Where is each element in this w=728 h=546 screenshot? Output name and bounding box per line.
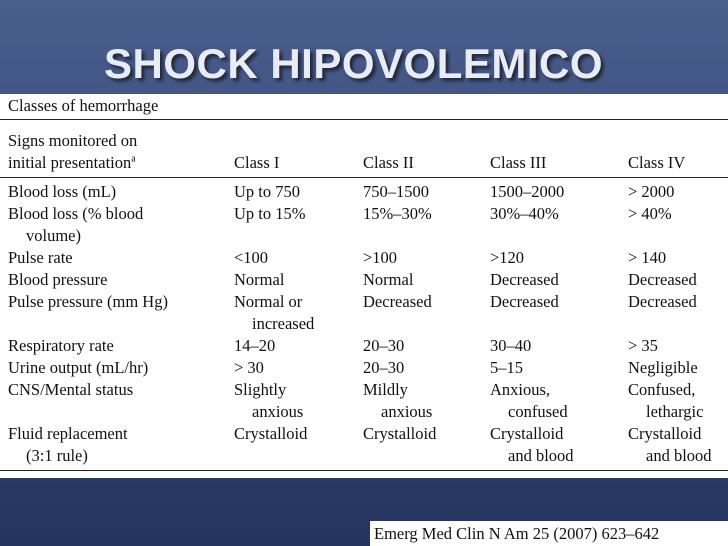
table-cell	[628, 291, 697, 313]
cell-line: Normal or	[234, 292, 303, 311]
cell-line: > 30	[234, 358, 264, 377]
cell-line: 30%–40%	[490, 204, 559, 223]
cell-line: 30–40	[490, 336, 532, 355]
cell-line: Decreased	[628, 292, 697, 311]
cell-line: Up to 15%	[234, 204, 306, 223]
table-cell	[490, 181, 564, 203]
table-cell	[363, 379, 432, 423]
row-label	[8, 379, 133, 401]
cell-line: 15%–30%	[363, 204, 432, 223]
header-footnote-marker: a	[131, 153, 136, 165]
cell-line: Crystalloid	[628, 424, 702, 443]
header-rule	[0, 177, 728, 178]
table-bottom-rule	[0, 470, 728, 471]
table-cell	[628, 203, 672, 225]
cell-line: Crystalloid	[490, 424, 564, 443]
table-cell	[628, 269, 697, 291]
table-cell	[490, 203, 559, 225]
cell-line: 20–30	[363, 336, 405, 355]
cell-line: Blood loss (mL)	[8, 182, 117, 201]
row-label	[8, 335, 114, 357]
table-cell	[234, 291, 314, 335]
cell-line: Confused,	[628, 380, 696, 399]
source-citation: Emerg Med Clin N Am 25 (2007) 623–642	[370, 521, 728, 546]
cell-line: Mildly	[363, 380, 408, 399]
header-class-2: Class II	[363, 153, 414, 172]
cell-continuation: volume)	[26, 226, 81, 245]
table-cell	[628, 423, 712, 467]
table-cell	[490, 423, 574, 467]
cell-line: Blood pressure	[8, 270, 108, 289]
table-cell	[363, 357, 404, 379]
cell-line: 5–15	[490, 358, 523, 377]
row-label	[8, 203, 143, 247]
table-cell	[628, 335, 658, 357]
table-cell	[628, 357, 698, 379]
cell-line: Normal	[363, 270, 414, 289]
row-label	[8, 269, 107, 291]
cell-continuation: lethargic	[646, 402, 704, 421]
cell-continuation: increased	[252, 314, 315, 333]
table-cell	[490, 247, 524, 269]
cell-line: Fluid replacement	[8, 424, 128, 443]
row-label	[8, 247, 73, 269]
cell-line: >100	[363, 248, 398, 267]
cell-line: Pulse rate	[8, 248, 73, 267]
table-cell	[363, 335, 404, 357]
cell-line: Decreased	[363, 292, 432, 311]
table-body	[0, 94, 728, 478]
caption-rule	[0, 119, 728, 120]
hemorrhage-classes-table	[0, 94, 728, 478]
cell-line: <100	[234, 248, 269, 267]
cell-line: CNS/Mental status	[8, 380, 134, 399]
table-cell	[363, 269, 413, 291]
table-cell	[490, 291, 559, 313]
cell-continuation: confused	[508, 402, 568, 421]
cell-line: > 35	[628, 336, 658, 355]
cell-line: Crystalloid	[234, 424, 308, 443]
table-cell	[490, 379, 568, 423]
cell-line: 14–20	[234, 336, 276, 355]
row-label	[8, 357, 148, 379]
cell-line: Negligible	[628, 358, 698, 377]
cell-line: Pulse pressure (mm Hg)	[8, 292, 168, 311]
table-cell	[628, 247, 666, 269]
table-cell	[234, 357, 264, 379]
table-cell	[234, 379, 303, 423]
cell-line: Urine output (mL/hr)	[8, 358, 149, 377]
header-signs-line2: initial presentation	[8, 153, 132, 172]
header-signs-line1: Signs monitored on	[8, 131, 138, 150]
cell-continuation: anxious	[381, 402, 433, 421]
cell-line: >120	[490, 248, 525, 267]
row-label	[8, 423, 128, 467]
cell-line: Normal	[234, 270, 285, 289]
cell-line: Slightly	[234, 380, 287, 399]
cell-continuation: and blood	[508, 446, 574, 465]
table-cell	[628, 379, 703, 423]
row-label	[8, 181, 116, 203]
table-cell	[234, 181, 300, 203]
table-cell	[490, 357, 523, 379]
cell-continuation: (3:1 rule)	[26, 446, 88, 465]
table-cell	[234, 423, 307, 445]
cell-line: Blood loss (% blood	[8, 204, 144, 223]
table-caption: Classes of hemorrhage	[8, 96, 159, 115]
row-label	[8, 291, 168, 313]
cell-line: Decreased	[490, 270, 559, 289]
cell-line: > 40%	[628, 204, 672, 223]
header-class-4: Class IV	[628, 153, 686, 172]
slide-title: SHOCK HIPOVOLEMICO	[104, 40, 604, 87]
table-cell	[234, 335, 275, 357]
cell-continuation: and blood	[646, 446, 712, 465]
header-class-1: Class I	[234, 153, 280, 172]
cell-line: Decreased	[490, 292, 559, 311]
cell-line: Anxious,	[490, 380, 551, 399]
cell-line: 20–30	[363, 358, 405, 377]
cell-line: Decreased	[628, 270, 697, 289]
header-class-3: Class III	[490, 153, 547, 172]
table-cell	[363, 247, 397, 269]
table-cell	[363, 203, 432, 225]
table-cell	[234, 269, 284, 291]
table-cell	[234, 203, 306, 225]
cell-line: > 2000	[628, 182, 675, 201]
cell-line: 750–1500	[363, 182, 429, 201]
cell-line: 1500–2000	[490, 182, 565, 201]
table-cell	[363, 181, 429, 203]
table-cell	[490, 335, 531, 357]
header-signs-label	[8, 130, 137, 174]
cell-continuation: anxious	[252, 402, 304, 421]
table-cell	[628, 181, 674, 203]
table-cell	[234, 247, 268, 269]
table-cell	[363, 291, 432, 313]
cell-line: Respiratory rate	[8, 336, 114, 355]
cell-line: Up to 750	[234, 182, 300, 201]
table-cell	[490, 269, 559, 291]
table-cell	[363, 423, 436, 445]
cell-line: > 140	[628, 248, 667, 267]
cell-line: Crystalloid	[363, 424, 437, 443]
